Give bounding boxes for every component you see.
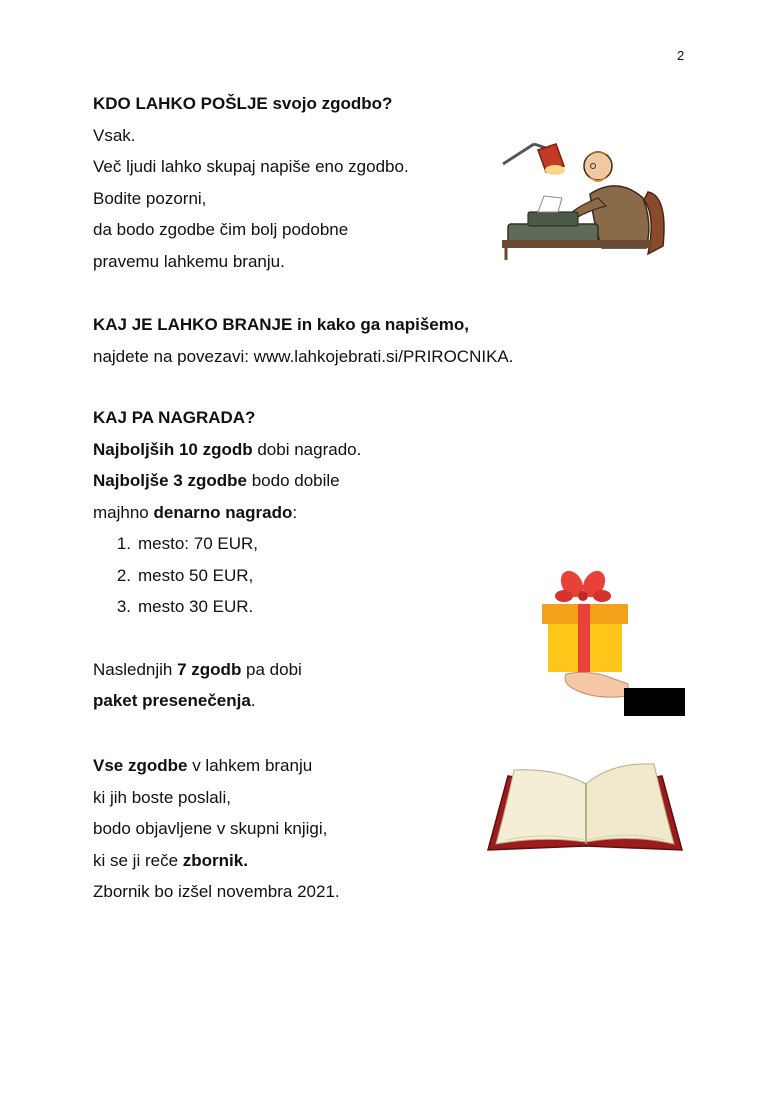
list-item: 3. mesto 30 EUR.	[116, 597, 254, 616]
prize-list	[93, 528, 513, 623]
section-prize	[93, 402, 513, 717]
page-number: 2	[677, 48, 685, 63]
text-line: Zbornik bo izšel novembra 2021.	[93, 882, 340, 901]
text-line: Vse zgodbe v lahkem branju	[93, 756, 313, 775]
link-line: najdete na povezavi: www.lahkojebrati.si/PRIROCNIKA.	[93, 346, 514, 366]
list-item: 2. mesto 50 EUR,	[116, 565, 254, 585]
text-line: Najboljših 10 zgodb dobi nagrado.	[93, 439, 362, 459]
text-line: majhno denarno nagrado:	[93, 502, 298, 522]
typewriter-writer-illustration	[498, 136, 673, 262]
text-line: pravemu lahkemu branju.	[93, 251, 285, 271]
text-line: da bodo zgodbe čim bolj podobne	[93, 220, 349, 239]
section-who-can-send	[93, 88, 513, 277]
list-item: 1. mesto: 70 EUR,	[116, 534, 258, 553]
gift-box-illustration	[536, 566, 632, 698]
text-line: Najboljše 3 zgodbe bodo dobile	[93, 471, 340, 490]
text-line: Bodite pozorni,	[93, 188, 207, 208]
text-line: Vsak.	[93, 125, 136, 145]
redaction-box	[624, 688, 685, 716]
text-line: Naslednjih 7 zgodb pa dobi	[93, 659, 302, 679]
section-heading: KAJ JE LAHKO BRANJE in kako ga napišemo,	[93, 315, 469, 334]
text-line: bodo objavljene v skupni knjigi,	[93, 819, 328, 838]
section-heading: KDO LAHKO POŠLJE svojo zgodbo?	[93, 94, 393, 113]
section-heading: KAJ PA NAGRADA?	[93, 408, 256, 427]
text-line: paket presenečenja.	[93, 691, 256, 710]
text-line: ki se ji reče zbornik.	[93, 850, 248, 870]
open-book-illustration	[486, 758, 684, 854]
text-line: ki jih boste poslali,	[93, 787, 231, 807]
section-easy-reading	[93, 309, 513, 372]
section-book	[93, 750, 513, 908]
text-line: Več ljudi lahko skupaj napiše eno zgodbo.	[93, 157, 409, 176]
